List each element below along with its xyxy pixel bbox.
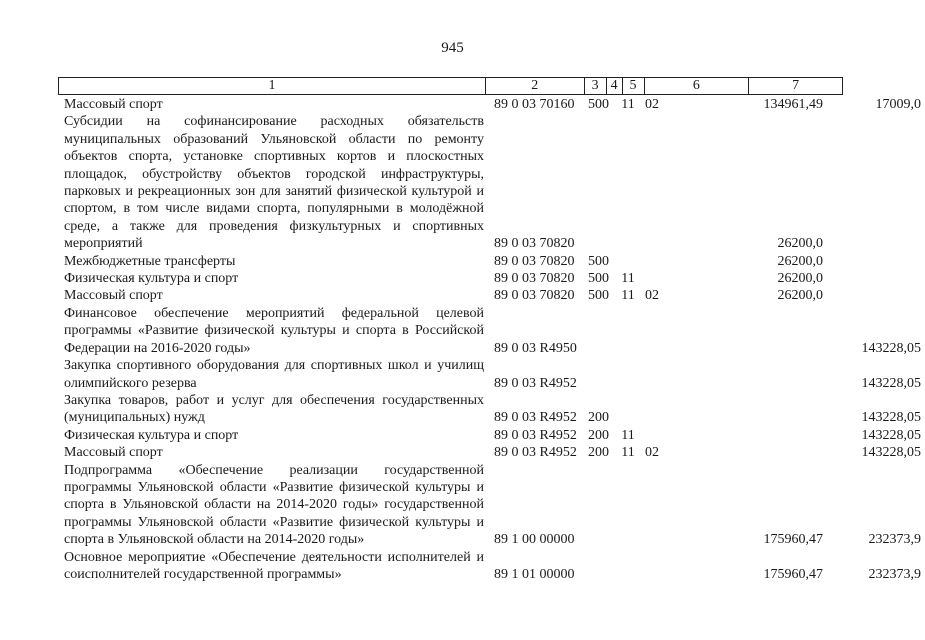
row-target-article: 89 0 03 70820 xyxy=(494,288,575,304)
row-name: Закупка товаров, работ и услуг для обеспечения государственных (муниципальных) нужд xyxy=(64,392,484,426)
row-amount-col6: 134961,49 xyxy=(763,97,823,112)
row-section: 11 xyxy=(621,271,635,287)
table-row xyxy=(0,549,921,584)
row-target-article: 89 0 03 R4952 xyxy=(494,375,577,391)
header-col-6: 6 xyxy=(644,78,749,94)
row-amount-col6: 26200,0 xyxy=(777,271,823,287)
row-target-article: 89 0 03 R4952 xyxy=(494,410,577,426)
row-name: Физическая культура и спорт xyxy=(64,271,239,287)
header-col-4: 4 xyxy=(606,78,622,94)
table-row xyxy=(0,357,921,392)
row-amount-col7: 17009,0 xyxy=(875,97,921,112)
row-amount-col7: 143228,05 xyxy=(861,375,921,391)
header-col-3: 3 xyxy=(584,78,606,94)
table-row xyxy=(0,427,921,444)
row-amount-col6: 26200,0 xyxy=(777,236,823,252)
row-name: Закупка спортивного оборудования для спортивных школ и училищ олимпийского резерва xyxy=(64,358,484,391)
row-amount-col6: 26200,0 xyxy=(777,253,823,269)
table-row xyxy=(0,96,921,113)
row-name: Физическая культура и спорт xyxy=(64,427,239,443)
row-expense-type: 500 xyxy=(588,253,609,269)
row-target-article: 89 0 03 R4950 xyxy=(494,340,577,356)
row-amount-col7: 143228,05 xyxy=(861,340,921,356)
header-col-5: 5 xyxy=(622,78,644,94)
table-row xyxy=(0,444,921,461)
row-target-article: 89 1 01 00000 xyxy=(494,566,575,582)
row-amount-col7: 143228,05 xyxy=(861,427,921,443)
row-expense-type: 200 xyxy=(588,445,609,461)
row-section: 11 xyxy=(621,288,635,304)
row-amount-col7: 143228,05 xyxy=(861,445,921,461)
row-expense-type: 500 xyxy=(588,97,609,112)
row-name: Подпрограмма «Обеспечение реализации государственной программы Ульяновской области «Развитие физической культуры и спорта в Ульяновской области на 2014-2020 годы» государственной программы Ульяновской области «Развитие физической культуры и спорта в Ульяновской области на 2014-2020 годы» xyxy=(64,462,484,548)
row-amount-col6: 175960,47 xyxy=(763,566,823,582)
row-expense-type: 500 xyxy=(588,288,609,304)
row-target-article: 89 0 03 70820 xyxy=(494,236,575,252)
table-row xyxy=(0,392,921,427)
row-name: Финансовое обеспечение мероприятий федеральной целевой программы «Развитие физической культуры и спорта в Российской Федерации на 2016-2020 годы» xyxy=(64,305,484,356)
table-row xyxy=(0,287,905,304)
row-name: Основное мероприятие «Обеспечение деятельности исполнителей и соисполнителей государственной программы» xyxy=(64,549,484,582)
row-target-article: 89 0 03 R4952 xyxy=(494,445,577,461)
table-row xyxy=(0,253,905,270)
row-amount-col7: 232373,9 xyxy=(868,532,921,548)
table-row xyxy=(0,113,905,252)
table-row xyxy=(0,305,921,357)
row-name: Массовый спорт xyxy=(64,288,163,304)
row-name: Субсидии на софинансирование расходных обязательств муниципальных образований Ульяновской области по ремонту объектов спорта, установке спортивных кортов и плоскостных площадок, обустройству объектов городской инфраструктуры, парковых и рекреационных зон для занятий физической культурой и спортом, в том числе видами спорта, популярными в молодёжной среде, а также для проведения физкультурных и спортивных мероприятий xyxy=(64,114,484,252)
row-target-article: 89 0 03 R4952 xyxy=(494,427,577,443)
row-expense-type: 200 xyxy=(588,410,609,426)
row-section: 11 xyxy=(621,445,635,461)
header-col-1: 1 xyxy=(268,78,276,93)
row-amount-col6: 175960,47 xyxy=(763,532,823,548)
row-target-article: 89 0 03 70820 xyxy=(494,271,575,287)
table-row xyxy=(0,462,921,549)
row-target-article: 89 0 03 70820 xyxy=(494,253,575,269)
row-amount-col7: 232373,9 xyxy=(868,566,921,582)
row-name: Массовый спорт xyxy=(64,97,163,112)
table-header xyxy=(58,77,843,95)
row-amount-col6: 26200,0 xyxy=(777,288,823,304)
row-name: Межбюджетные трансферты xyxy=(64,253,236,269)
row-target-article: 89 1 00 00000 xyxy=(494,532,575,548)
row-amount-col7: 143228,05 xyxy=(861,410,921,426)
row-section: 11 xyxy=(621,427,635,443)
table-body xyxy=(0,96,921,583)
row-subsection: 02 xyxy=(645,97,659,112)
row-name: Массовый спорт xyxy=(64,445,163,461)
row-section: 11 xyxy=(621,97,635,112)
row-target-article: 89 0 03 70160 xyxy=(494,97,575,112)
row-expense-type: 200 xyxy=(588,427,609,443)
header-col-7: 7 xyxy=(748,78,842,94)
row-subsection: 02 xyxy=(645,445,659,461)
row-expense-type: 500 xyxy=(588,271,609,287)
page-number: 945 xyxy=(441,40,464,56)
row-subsection: 02 xyxy=(645,288,659,304)
header-col-2: 2 xyxy=(485,78,584,94)
table-row xyxy=(0,270,905,287)
